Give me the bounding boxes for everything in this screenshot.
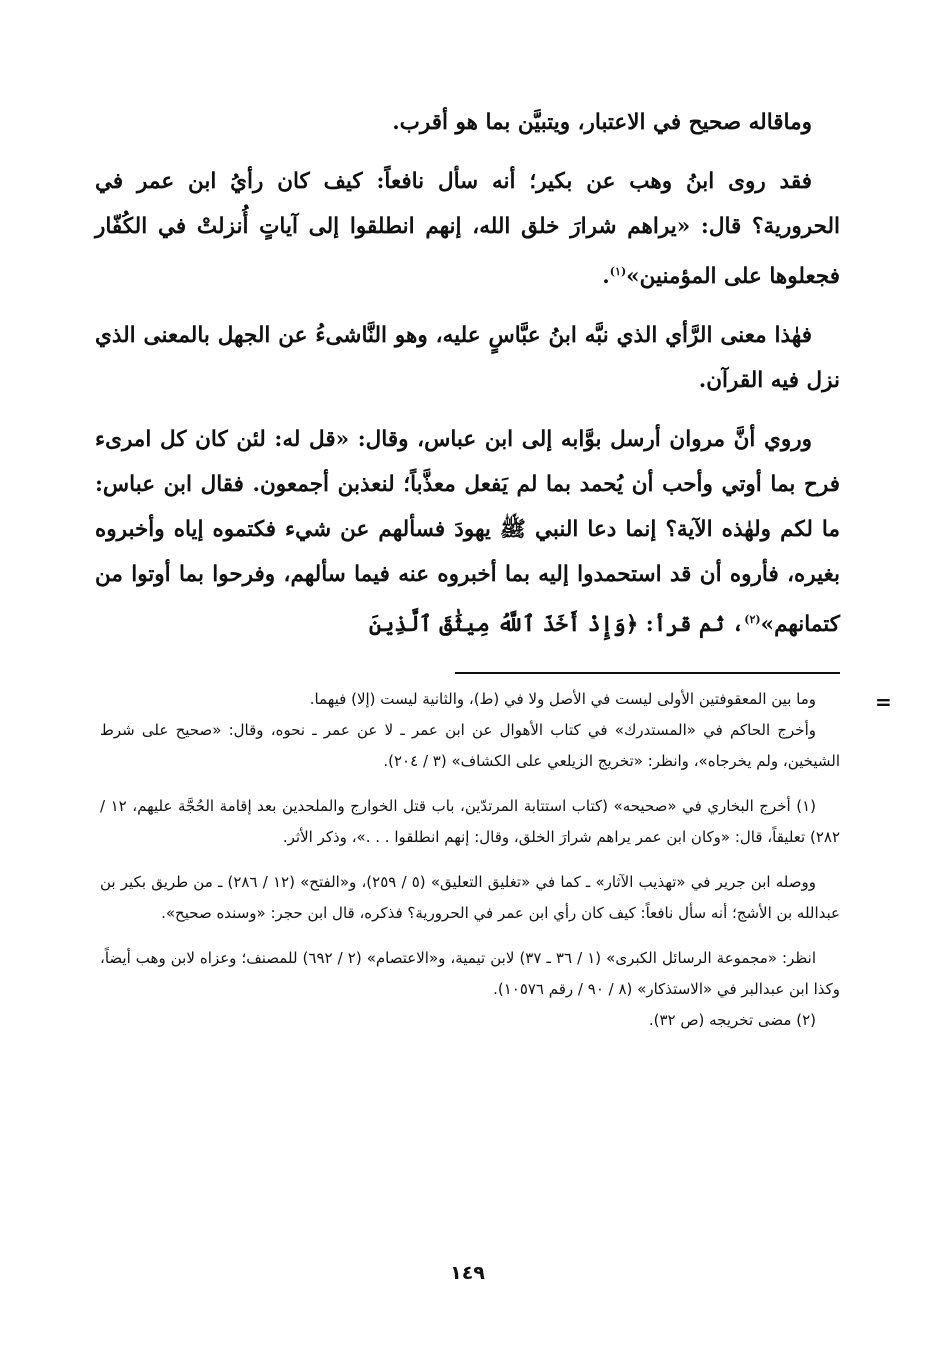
footnote-ref-2[interactable]: (٢) [744, 613, 761, 627]
footnote-continuation-mark: = [875, 690, 892, 714]
footnote-1-continued: ووصله ابن جرير في «تهذيب الآثار» ـ كما في «تغليق التعليق» (٥ / ٢٥٩)، و«الفتح» (١٢ / ٢٨٦) ـ من طريق بكير بن عبدالله بن الأشج؛ أنه سأل نافعاً: كيف كان رأي ابن عمر في الحرورية؟ فذكره، قال ابن حجر: «وسنده صحيح». [100, 873, 840, 922]
main-text [95, 100, 840, 661]
paragraph-4: وروي أنَّ مروان أرسل بوَّابه إلى ابن عباس، وقال: «قل له: لئن كان كل امرىء فرح بما أوتي وأحب أن يُحمد بما لم يَفعل معذَّباً؛ لنعذبن أجمعون. فقال ابن عباس: ما لكم ولهٰذه الآية؟ إنما دعا النبي ﷺ يهودَ فسألهم عن شيء فكتموه إياه وأخبروه بغيره، فأروه أن قد استحمدوا إليه بما أخبروه عنه فيما سألهم، وفرحوا بما أوتوا من كتمانهم»$^{(٢)}$، ثم قرأ: ﴿وَإِذْ أَخَذَ ٱللَّهُ مِيثَٰقَ ٱلَّذِينَ [95, 427, 840, 638]
paragraph-1: وماقاله صحيح في الاعتبار، ويتبيَّن بما هو أقرب. [392, 110, 812, 135]
footnote-2: (٢) مضى تخريجه (ص ٣٢). [648, 1011, 816, 1029]
footnote-separator [455, 672, 840, 674]
page-number: ١٤٩ [450, 1262, 485, 1284]
paragraph-2: فقد روى ابنُ وهب عن بكير؛ أنه سأل نافعاً: كيف كان رأيُ ابن عمر في الحرورية؟ قال: «يراهم شرارَ خلق الله، إنهم انطلقوا إلى آياتٍ أُنزلتْ في الكُفّار فجعلوها على المؤمنين»$^{(١)}$. [95, 169, 840, 290]
footnotes [100, 684, 840, 1050]
footnote-1-references: انظر: «مجموعة الرسائل الكبرى» (١ / ٣٦ ـ ٣٧) لابن تيمية، و«الاعتصام» (٢ / ٦٩٢) للمصنف؛ وعزاه لابن وهب أيضاً، وكذا ابن عبدالبر في «الاستذكار» (٨ / ٩٠ / رقم ١٠٥٧٦). [100, 949, 840, 998]
footnote-1: (١) أخرج البخاري في «صحيحه» (كتاب استتابة المرتدّين، باب قتل الخوارج والملحدين بعد إقامة الحُجَّة عليهم، ١٢ / ٢٨٢) تعليقاً، قال: «وكان ابن عمر يراهم شرارَ الخلق، وقال: إنهم انطلقوا . . .»، وذكر الأثر. [100, 797, 840, 846]
paragraph-3: فهٰذا معنى الرَّأي الذي نبَّه ابنُ عبَّاسٍ عليه، وهو النَّاشىءُ عن الجهل بالمعنى الذي نزل فيه القرآن. [95, 323, 840, 394]
footnote-continuation-2: وأخرج الحاكم في «المستدرك» في كتاب الأهوال عن ابن عمر ـ لا عن عمر ـ نحوه، وقال: «صحيح على شرط الشيخين، ولم يخرجاه»، وانظر: «تخريج الزيلعي على الكشاف» (٣ / ٢٠٤). [100, 721, 840, 770]
footnote-continuation-1: وما بين المعقوفتين الأولى ليست في الأصل ولا في (ط)، والثانية ليست (إلا) فيهما. [309, 690, 816, 708]
footnote-ref-1[interactable]: (١) [609, 265, 627, 278]
